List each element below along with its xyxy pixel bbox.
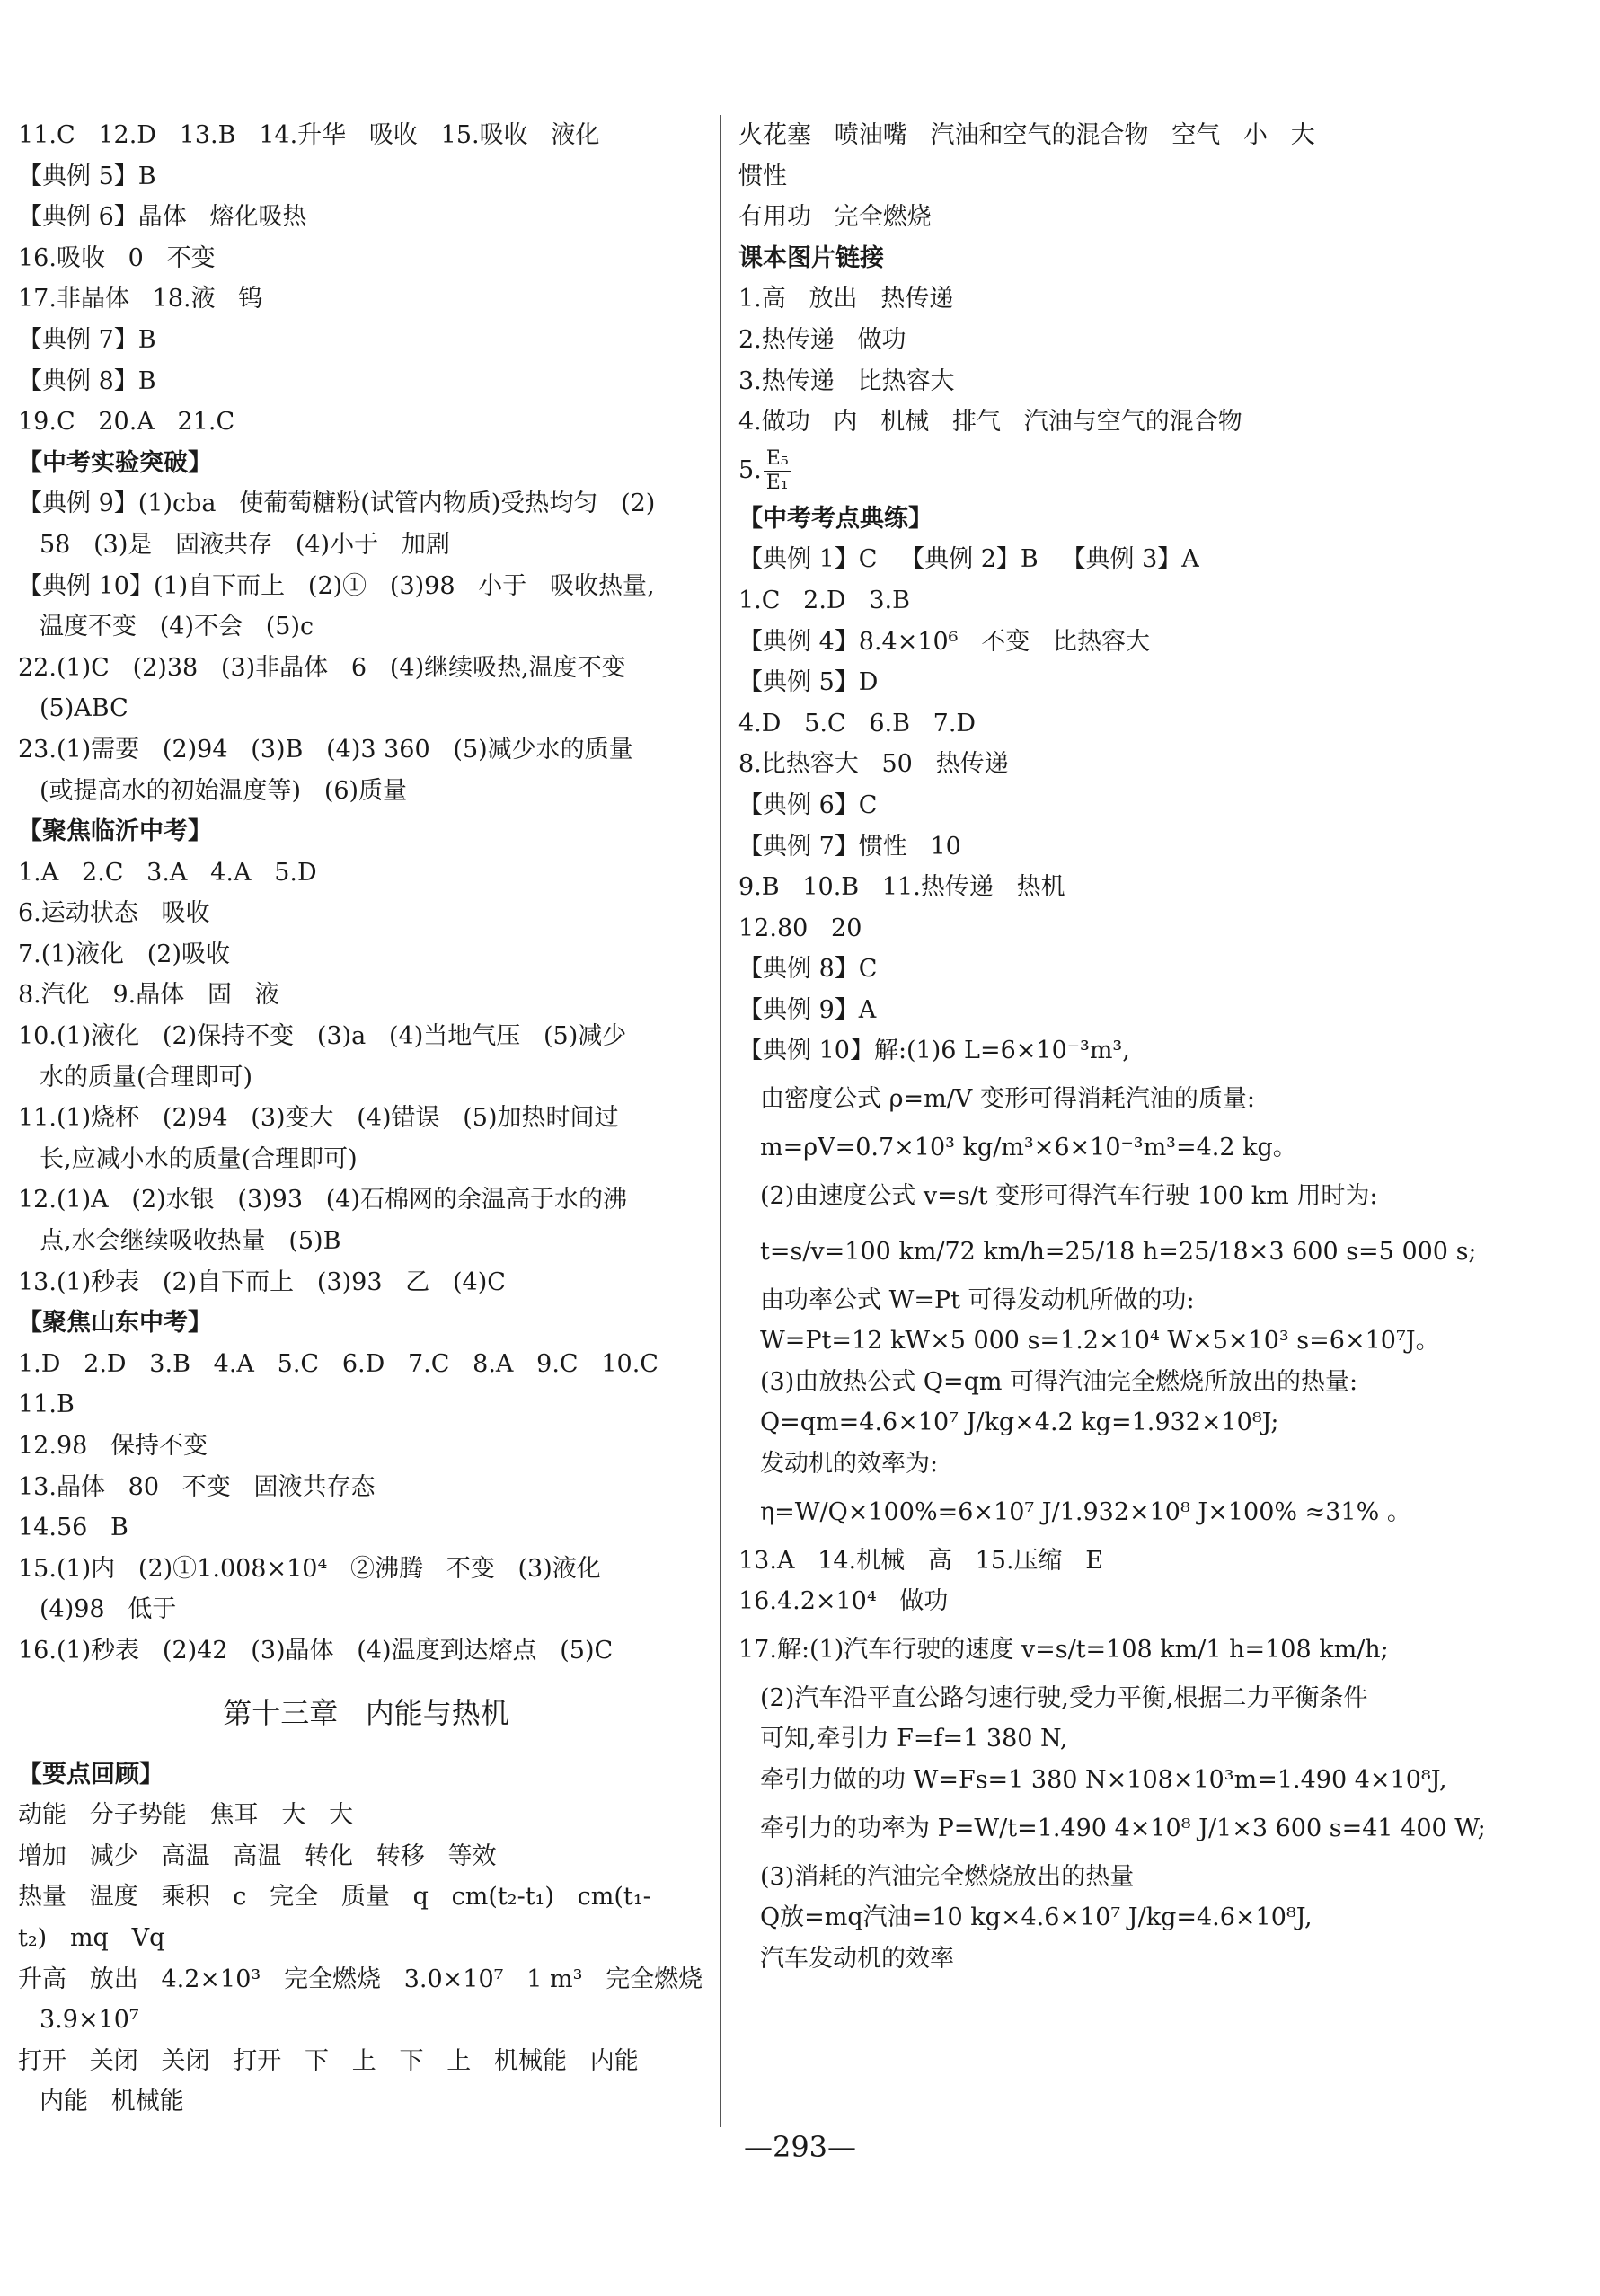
answer-line: 【典例 4】8.4×10⁶ 不变 比热容大 — [738, 627, 1150, 656]
answer-line: 3.9×10⁷ — [40, 2006, 139, 2035]
answer-line: 3.热传递 比热容大 — [738, 366, 955, 395]
answer-line: 15.(1)内 (2)①1.008×10⁴ ②沸腾 不变 (3)液化 — [18, 1554, 601, 1583]
answer-line: 动能 分子势能 焦耳 大 大 — [18, 1801, 353, 1830]
answer-line: (5)ABC — [40, 694, 128, 723]
chapter-title: 第十三章 内能与热机 — [223, 1695, 509, 1730]
answer-line: (3)消耗的汽油完全燃烧放出的热量 — [760, 1862, 1135, 1891]
answer-line: 8.汽化 9.晶体 固 液 — [18, 981, 279, 1010]
answer-line: (2)汽车沿平直公路匀速行驶,受力平衡,根据二力平衡条件 — [760, 1683, 1368, 1712]
answer-line: 22.(1)C (2)38 (3)非晶体 6 (4)继续吸热,温度不变 — [18, 653, 626, 682]
answer-line: 23.(1)需要 (2)94 (3)B (4)3 360 (5)减少水的质量 — [18, 735, 633, 764]
answer-line: 11.B — [18, 1391, 75, 1419]
answer-line: t₂) mq Vq — [18, 1923, 165, 1952]
answer-line: 【典例 10】(1)自下而上 (2)① (3)98 小于 吸收热量, — [18, 571, 655, 600]
answer-line: 5. $\frac{\text{E₅}}{\text{E₁}}$ — [738, 443, 1583, 499]
answer-line: Q放=mq汽油=10 kg×4.6×10⁷ J/kg=4.6×10⁸J, — [760, 1903, 1313, 1932]
answer-line: 13.A 14.机械 高 15.压缩 E — [738, 1546, 1104, 1575]
answer-line: 惯性 — [738, 162, 787, 190]
answer-line: 16.吸收 0 不变 — [18, 243, 216, 272]
answer-line: 点,水会继续吸收热量 (5)B — [40, 1227, 341, 1256]
section-heading: 【要点回顾】 — [18, 1760, 164, 1788]
answer-line: 由功率公式 W=Pt 可得发动机所做的功: — [760, 1285, 1195, 1314]
answer-line: (2)由速度公式 v=s/t 变形可得汽车行驶 100 km 用时为: — [760, 1181, 1378, 1210]
answer-line: 温度不变 (4)不会 (5)c — [40, 613, 314, 641]
answer-line: 【典例 1】C 【典例 2】B 【典例 3】A — [738, 545, 1199, 574]
answer-line: 19.C 20.A 21.C — [18, 408, 235, 437]
answer-line: 增加 减少 高温 高温 转化 转移 等效 — [18, 1841, 497, 1870]
answer-line: 2.热传递 做功 — [738, 325, 906, 354]
section-heading: 【聚焦临沂中考】 — [18, 817, 212, 846]
answer-line: 【典例 9】(1)cba 使葡萄糖粉(试管内物质)受热均匀 (2) — [18, 490, 656, 518]
answer-line: 有用功 完全燃烧 — [738, 203, 932, 232]
page-number: —293— — [743, 2130, 857, 2164]
answer-line: 13.(1)秒表 (2)自下而上 (3)93 乙 (4)C — [18, 1267, 506, 1296]
answer-line: 【典例 9】A — [738, 995, 877, 1024]
answer-line: 1.高 放出 热传递 — [738, 285, 954, 313]
right-column — [738, 115, 1583, 1979]
section-heading: 【中考考点典练】 — [738, 504, 933, 533]
answer-line: 11.C 12.D 13.B 14.升华 吸收 15.吸收 液化 — [18, 121, 600, 149]
section-heading: 课本图片链接 — [738, 243, 884, 272]
section-heading: 【聚焦山东中考】 — [18, 1309, 212, 1338]
answer-line: 【典例 5】D — [738, 668, 879, 697]
answer-line: 8.比热容大 50 热传递 — [738, 750, 1009, 779]
answer-line: 【典例 5】B — [18, 162, 156, 190]
answer-line: 4.做功 内 机械 排气 汽油与空气的混合物 — [738, 408, 1242, 437]
answer-line: 【典例 8】B — [18, 366, 156, 395]
answer-line: 14.56 B — [18, 1514, 128, 1542]
answer-line: W=Pt=12 kW×5 000 s=1.2×10⁴ W×5×10³ s=6×10⁷J。 — [760, 1327, 1440, 1356]
answer-line: 4.D 5.C 6.B 7.D — [738, 709, 977, 737]
answer-line: 1.A 2.C 3.A 4.A 5.D — [18, 858, 317, 887]
answer-line: 汽车发动机的效率 — [760, 1944, 954, 1973]
answer-line: 12.80 20 — [738, 914, 862, 942]
answer-line: 12.(1)A (2)水银 (3)93 (4)石棉网的余温高于水的沸 — [18, 1186, 628, 1214]
answer-line: 牵引力的功率为 P=W/t=1.490 4×10⁸ J/1×3 600 s=41 400 W; — [760, 1814, 1486, 1842]
answer-line: 1.C 2.D 3.B — [738, 586, 910, 614]
answer-line: η=W/Q×100%=6×10⁷ J/1.932×10⁸ J×100% ≈31% 。 — [760, 1497, 1411, 1526]
fraction: $\frac{\text{E₅}}{\text{E₁}}$ — [764, 447, 791, 495]
answer-line: 【典例 10】解:(1)6 L=6×10⁻³m³, — [738, 1037, 1130, 1065]
answer-line: 10.(1)液化 (2)保持不变 (3)a (4)当地气压 (5)减少 — [18, 1022, 627, 1051]
answer-line: 牵引力做的功 W=Fs=1 380 N×108×10³m=1.490 4×10⁸J, — [760, 1766, 1447, 1794]
answer-line: m=ρV=0.7×10³ kg/m³×6×10⁻³m³=4.2 kg。 — [760, 1134, 1297, 1162]
answer-line: 【典例 7】B — [18, 325, 156, 354]
answer-line: 长,应减小水的质量(合理即可) — [40, 1144, 358, 1173]
answer-line: (4)98 低于 — [40, 1595, 177, 1624]
answer-line: 17.解:(1)汽车行驶的速度 v=s/t=108 km/1 h=108 km/h; — [738, 1635, 1389, 1664]
answer-line: 6.运动状态 吸收 — [18, 899, 210, 928]
answer-line: 16.4.2×10⁴ 做功 — [738, 1587, 949, 1616]
left-column — [18, 115, 714, 2123]
answer-line: 11.(1)烧杯 (2)94 (3)变大 (4)错误 (5)加热时间过 — [18, 1104, 619, 1133]
answer-line: 【典例 6】晶体 熔化吸热 — [18, 203, 307, 232]
answer-line: 水的质量(合理即可) — [40, 1063, 253, 1091]
answer-line: 热量 温度 乘积 c 完全 质量 q cm(t₂-t₁) cm(t₁- — [18, 1883, 651, 1912]
answer-line: 58 (3)是 固液共存 (4)小于 加剧 — [40, 530, 450, 559]
answer-line: 打开 关闭 关闭 打开 下 上 下 上 机械能 内能 — [18, 2046, 639, 2075]
answer-line: 17.非晶体 18.液 钨 — [18, 285, 263, 313]
answer-line: Q=qm=4.6×10⁷ J/kg×4.2 kg=1.932×10⁸J; — [760, 1409, 1279, 1437]
answer-line: 12.98 保持不变 — [18, 1432, 208, 1460]
answer-line: 1.D 2.D 3.B 4.A 5.C 6.D 7.C 8.A 9.C 10.C — [18, 1349, 659, 1378]
answer-line: 9.B 10.B 11.热传递 热机 — [738, 873, 1065, 902]
answer-line: 由密度公式 ρ=m/V 变形可得消耗汽油的质量: — [760, 1085, 1255, 1114]
answer-line: (或提高水的初始温度等) (6)质量 — [40, 776, 408, 805]
answer-line: 7.(1)液化 (2)吸收 — [18, 940, 230, 968]
section-heading: 【中考实验突破】 — [18, 448, 212, 477]
answer-line: 升高 放出 4.2×10³ 完全燃烧 3.0×10⁷ 1 m³ 完全燃烧 — [18, 1965, 703, 1993]
answer-line: 【典例 6】C — [738, 790, 878, 819]
answer-line: t=s/v=100 km/72 km/h=25/18 h=25/18×3 600 s=5 000 s; — [760, 1237, 1477, 1266]
answer-line: 火花塞 喷油嘴 汽油和空气的混合物 空气 小 大 — [738, 121, 1315, 149]
answer-line: 【典例 8】C — [738, 955, 878, 984]
answer-line: (3)由放热公式 Q=qm 可得汽油完全燃烧所放出的热量: — [760, 1367, 1358, 1396]
answer-line: 内能 机械能 — [40, 2088, 184, 2116]
answer-line: 可知,牵引力 F=f=1 380 N, — [760, 1725, 1068, 1753]
answer-line: 发动机的效率为: — [760, 1450, 939, 1479]
answer-line: 【典例 7】惯性 10 — [738, 832, 961, 861]
answer-line: 13.晶体 80 不变 固液共存态 — [18, 1472, 376, 1501]
answer-line: 16.(1)秒表 (2)42 (3)晶体 (4)温度到达熔点 (5)C — [18, 1636, 614, 1665]
column-divider — [720, 115, 721, 2127]
